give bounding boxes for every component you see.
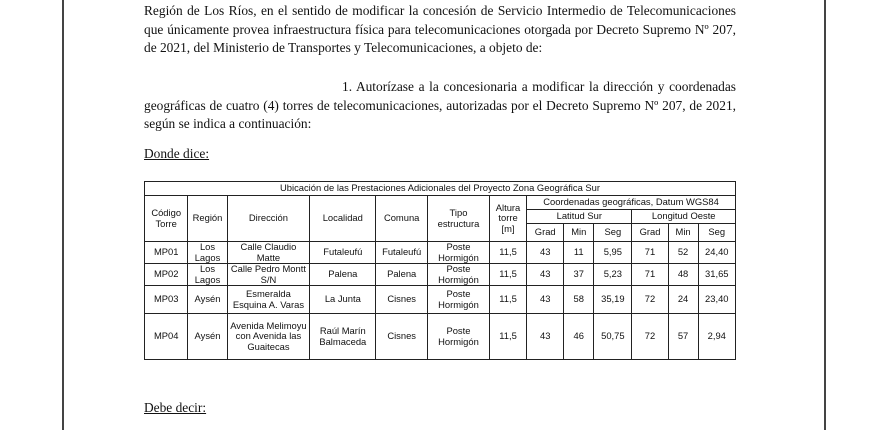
cell-codigo: MP04: [145, 314, 188, 360]
cell-comuna: Cisnes: [376, 286, 428, 314]
cell-comuna: Futaleufú: [376, 242, 428, 264]
cell-lat-grad: 43: [527, 314, 564, 360]
header-lon-seg: Seg: [698, 224, 735, 242]
cell-lon-grad: 71: [632, 264, 668, 286]
header-longitud: Longitud Oeste: [632, 210, 736, 224]
header-lat-min: Min: [564, 224, 594, 242]
cell-lat-min: 58: [564, 286, 594, 314]
cell-lat-seg: 5,23: [594, 264, 632, 286]
cell-direccion: Calle Pedro Montt S/N: [227, 264, 310, 286]
cell-lat-seg: 35,19: [594, 286, 632, 314]
cell-tipo: Poste Hormigón: [427, 242, 489, 264]
header-tipo: Tipo estructura: [427, 196, 489, 242]
cell-tipo: Poste Hormigón: [427, 286, 489, 314]
cell-localidad: Raúl Marín Balmaceda: [310, 314, 376, 360]
cell-codigo: MP03: [145, 286, 188, 314]
cell-lat-min: 46: [564, 314, 594, 360]
header-lat-grad: Grad: [527, 224, 564, 242]
page-border-left: [62, 0, 64, 430]
cell-altura: 11,5: [489, 242, 526, 264]
cell-tipo: Poste Hormigón: [427, 314, 489, 360]
header-direccion: Dirección: [227, 196, 310, 242]
header-region: Región: [188, 196, 227, 242]
cell-lat-grad: 43: [527, 286, 564, 314]
cell-region: Los Lagos: [188, 264, 227, 286]
header-altura: Altura torre [m]: [489, 196, 526, 242]
cell-lon-seg: 2,94: [698, 314, 735, 360]
page-border-right: [824, 0, 826, 430]
cell-altura: 11,5: [489, 286, 526, 314]
cell-lon-grad: 72: [632, 314, 668, 360]
header-comuna: Comuna: [376, 196, 428, 242]
cell-lat-min: 37: [564, 264, 594, 286]
cell-tipo: Poste Hormigón: [427, 264, 489, 286]
table-row: [145, 264, 736, 286]
cell-lon-min: 48: [668, 264, 698, 286]
cell-lat-seg: 50,75: [594, 314, 632, 360]
cell-lat-min: 11: [564, 242, 594, 264]
header-latitud: Latitud Sur: [527, 210, 632, 224]
cell-direccion: Esmeralda Esquina A. Varas: [227, 286, 310, 314]
cell-lon-seg: 23,40: [698, 286, 735, 314]
cell-altura: 11,5: [489, 264, 526, 286]
header-lon-min: Min: [668, 224, 698, 242]
cell-localidad: Palena: [310, 264, 376, 286]
cell-region: Aysén: [188, 286, 227, 314]
cell-region: Aysén: [188, 314, 227, 360]
table-title: Ubicación de las Prestaciones Adicionales del Proyecto Zona Geográfica Sur: [145, 182, 736, 196]
table-row: [145, 286, 736, 314]
cell-direccion: Calle Claudio Matte: [227, 242, 310, 264]
cell-lat-grad: 43: [527, 264, 564, 286]
cell-comuna: Cisnes: [376, 314, 428, 360]
header-coordenadas: Coordenadas geográficas, Datum WGS84: [527, 196, 736, 210]
cell-lat-seg: 5,95: [594, 242, 632, 264]
cell-comuna: Palena: [376, 264, 428, 286]
cell-lon-grad: 71: [632, 242, 668, 264]
cell-region: Los Lagos: [188, 242, 227, 264]
header-codigo: Código Torre: [145, 196, 188, 242]
heading-donde-dice: Donde dice:: [144, 146, 210, 161]
cell-lat-grad: 43: [527, 242, 564, 264]
article-paragraph: 1. Autorízase a la concesionaria a modificar la dirección y coordenadas geográficas de cuatro (4) torres de telecomunicaciones, autorizadas por el Decreto Supremo Nº 207, de 2021, según se indica a continuación:: [144, 79, 736, 132]
cell-direccion: Avenida Melimoyu con Avenida las Guaitecas: [227, 314, 310, 360]
header-lat-seg: Seg: [594, 224, 632, 242]
locations-table: [144, 181, 736, 360]
cell-lon-seg: 31,65: [698, 264, 735, 286]
cell-codigo: MP01: [145, 242, 188, 264]
cell-localidad: La Junta: [310, 286, 376, 314]
cell-codigo: MP02: [145, 264, 188, 286]
cell-lon-min: 52: [668, 242, 698, 264]
cell-lon-seg: 24,40: [698, 242, 735, 264]
cell-altura: 11,5: [489, 314, 526, 360]
header-localidad: Localidad: [310, 196, 376, 242]
cell-localidad: Futaleufú: [310, 242, 376, 264]
cell-lon-min: 24: [668, 286, 698, 314]
heading-debe-decir: Debe decir:: [144, 400, 207, 415]
cell-lon-min: 57: [668, 314, 698, 360]
header-lon-grad: Grad: [632, 224, 668, 242]
cell-lon-grad: 72: [632, 286, 668, 314]
intro-paragraph: Región de Los Ríos, en el sentido de modificar la concesión de Servicio Intermedio de Telecomunicaciones que únicamente provea infraestructura física para telecomunicaciones otorgada por Decreto Supremo Nº 207, de 2021, del Ministerio de Transportes y Telecomunicaciones, a objeto de:: [144, 3, 736, 56]
table-row: [145, 314, 736, 360]
table-row: [145, 242, 736, 264]
